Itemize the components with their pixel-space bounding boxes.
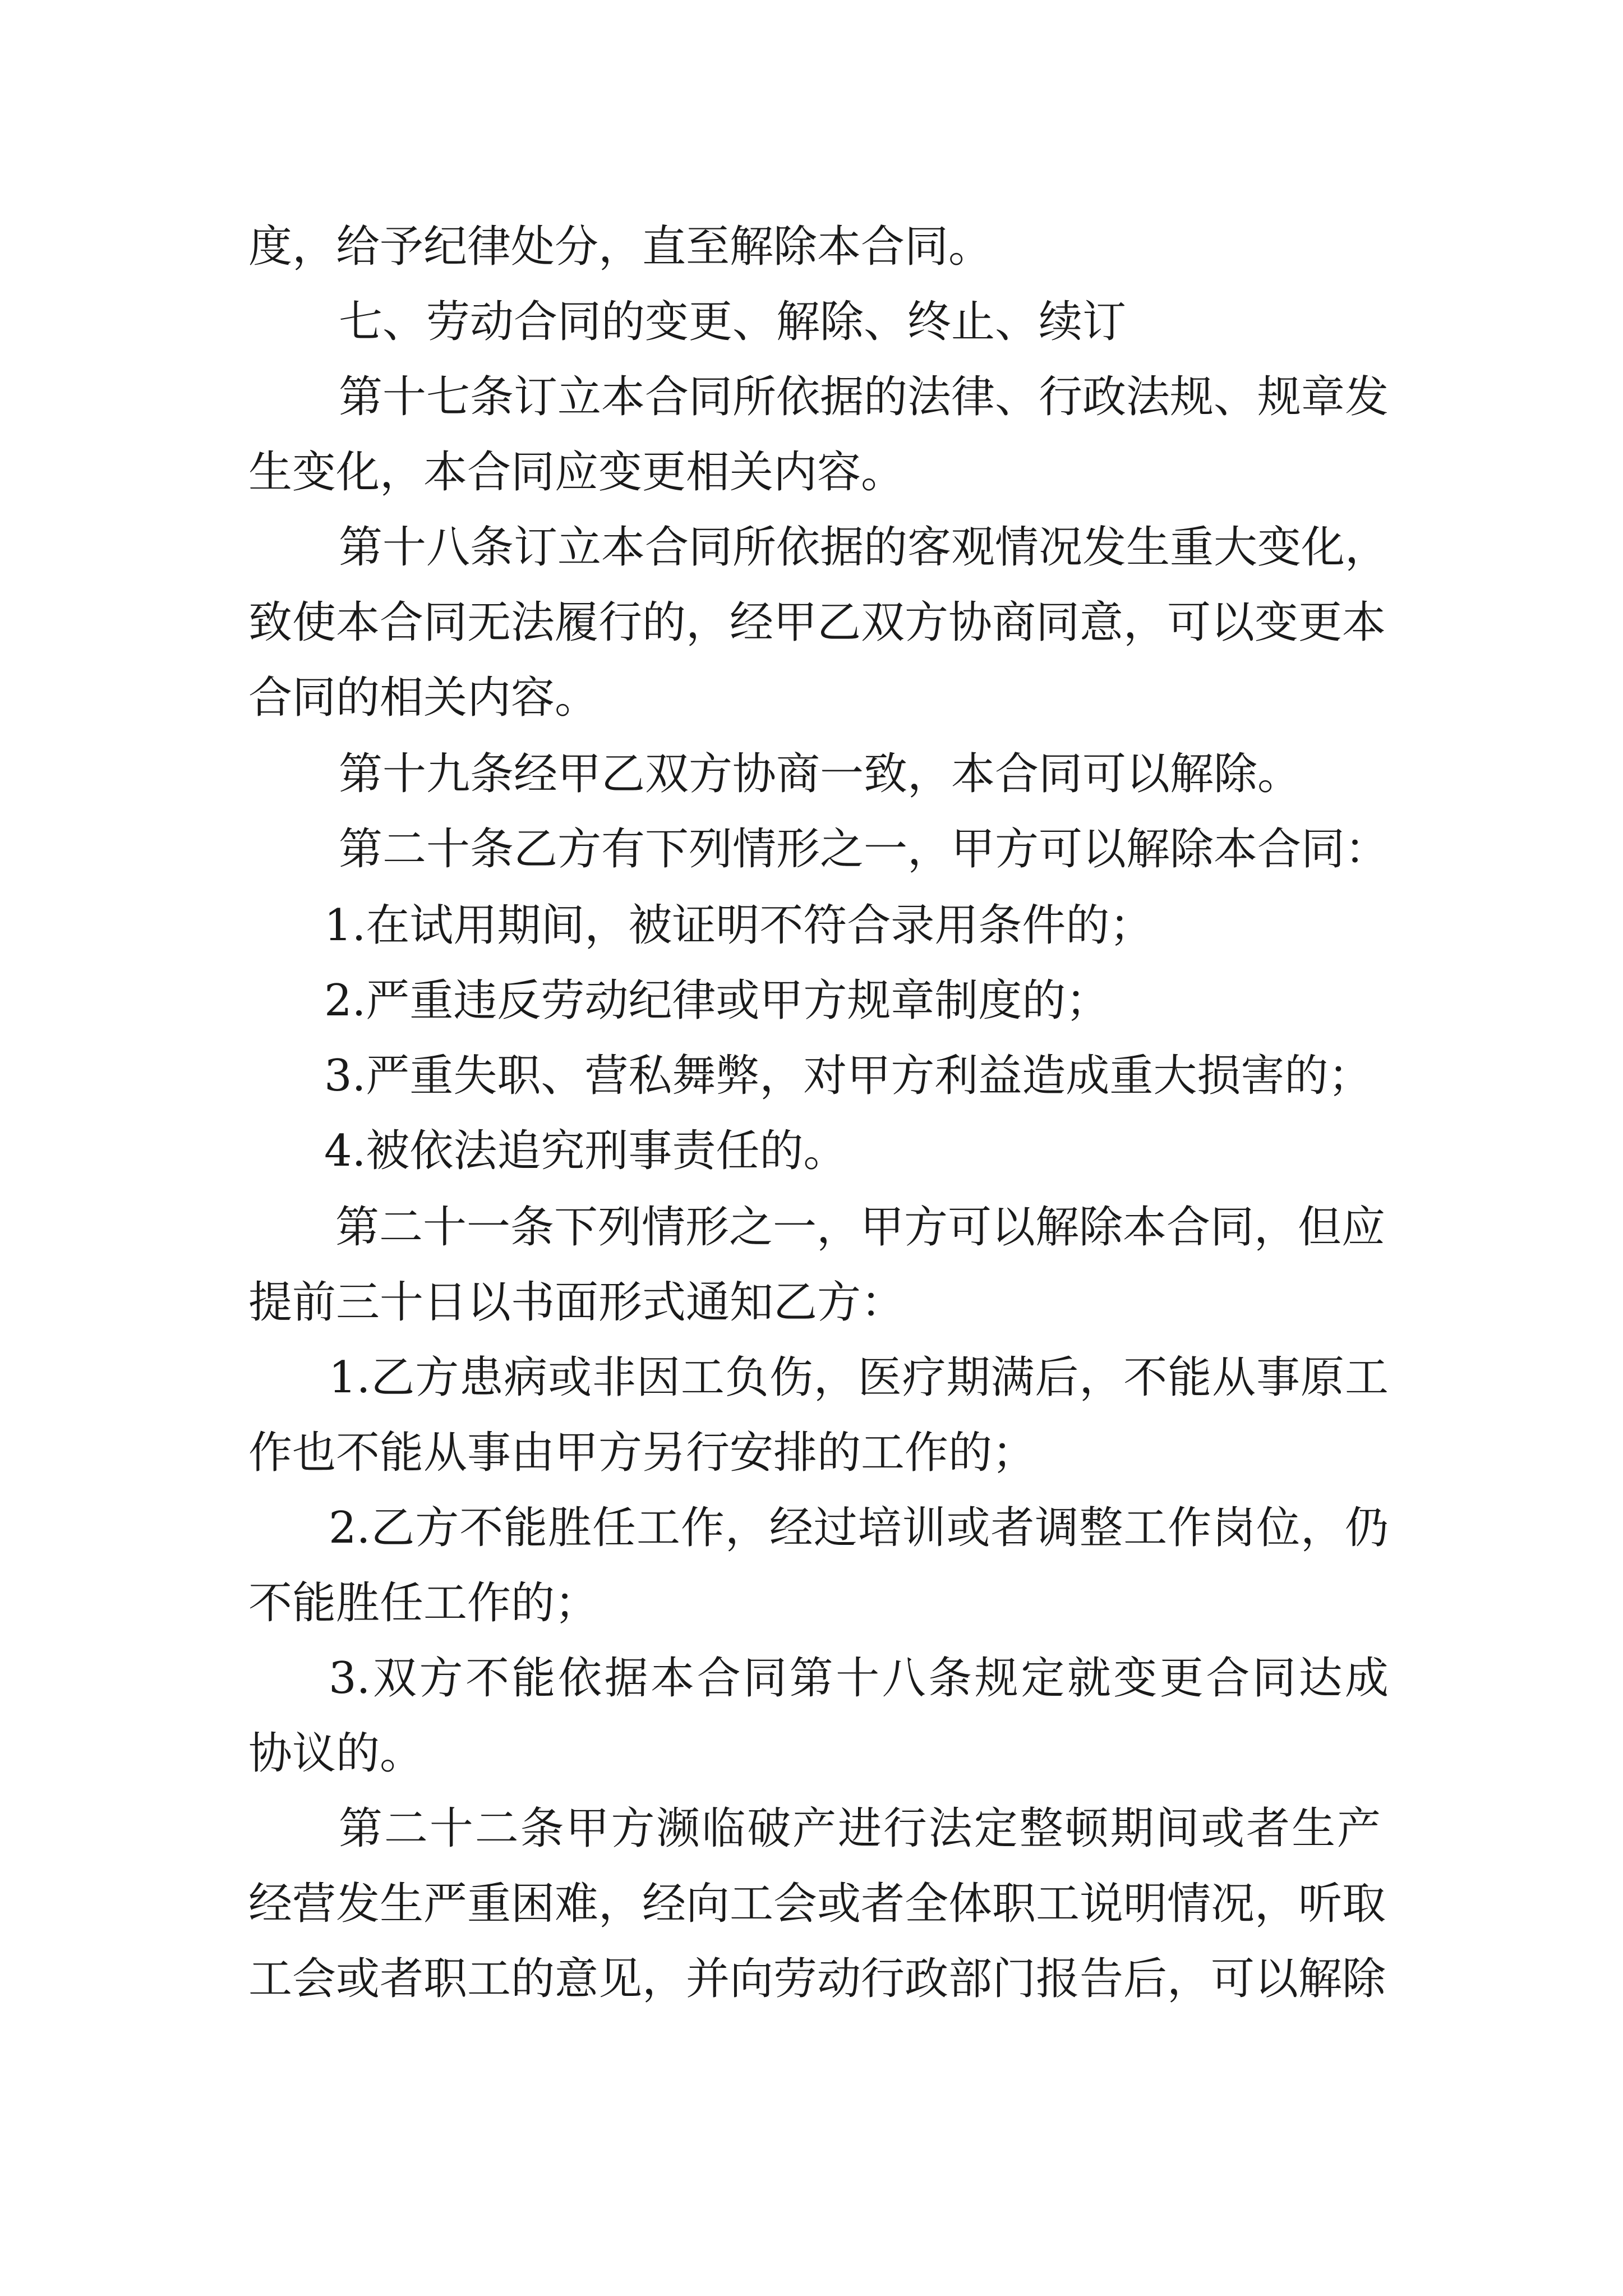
clause-17-line-2: 生变化，本合同应变更相关内容。 xyxy=(248,447,905,498)
clause-21-line-2: 提前三十日以书面形式通知乙方： xyxy=(248,1277,905,1328)
clause-18-line-2: 致使本合同无法履行的，经甲乙双方协商同意，可以变更本 xyxy=(248,597,1386,648)
clause-22-line-2: 经营发生严重困难，经向工会或者全体职工说明情况，听取 xyxy=(248,1879,1386,1929)
clause-20-item-4: 4.被依法追究刑事责任的。 xyxy=(324,1126,847,1176)
clause-22-line-3: 工会或者职工的意见，并向劳动行政部门报告后，可以解除 xyxy=(248,1954,1386,2004)
clause-21-item-1-line-1: 1.乙方患病或非因工负伤，医疗期满后，不能从事原工 xyxy=(329,1352,1389,1403)
clause-21-item-2-line-1: 2.乙方不能胜任工作，经过培训或者调整工作岗位，仍 xyxy=(329,1503,1389,1553)
clause-21-item-3-line-2: 协议的。 xyxy=(248,1728,424,1779)
clause-20-item-3: 3.严重失职、营私舞弊，对甲方利益造成重大损害的； xyxy=(324,1051,1372,1101)
clause-21-line-1: 第二十一条下列情形之一，甲方可以解除本合同，但应 xyxy=(335,1202,1386,1253)
clause-22-line-1: 第二十二条甲方濒临破产进行法定整顿期间或者生产 xyxy=(339,1803,1381,1854)
clause-18-line-3: 合同的相关内容。 xyxy=(248,673,599,723)
clause-21-item-1-line-2: 作也不能从事由甲方另行安排的工作的； xyxy=(248,1428,1036,1478)
clause-21-item-3-line-1: 3.双方不能依据本合同第十八条规定就变更合同达成 xyxy=(329,1653,1389,1704)
clause-19-line: 第十九条经甲乙双方协商一致，本合同可以解除。 xyxy=(339,749,1302,799)
clause-21-item-2-line-2: 不能胜任工作的； xyxy=(248,1578,599,1628)
clause-20-line: 第二十条乙方有下列情形之一，甲方可以解除本合同： xyxy=(339,824,1389,875)
clause-18-line-1: 第十八条订立本合同所依据的客观情况发生重大变化， xyxy=(339,522,1389,573)
clause-20-item-1: 1.在试用期间，被证明不符合录用条件的； xyxy=(324,900,1154,951)
clause-17-line-1: 第十七条订立本合同所依据的法律、行政法规、规章发 xyxy=(339,372,1389,422)
clause-20-item-2: 2.严重违反劳动纪律或甲方规章制度的； xyxy=(324,976,1110,1026)
section-heading: 七、劳动合同的变更、解除、终止、续订 xyxy=(339,297,1127,347)
text-line: 度，给予纪律处分，直至解除本合同。 xyxy=(248,222,993,272)
